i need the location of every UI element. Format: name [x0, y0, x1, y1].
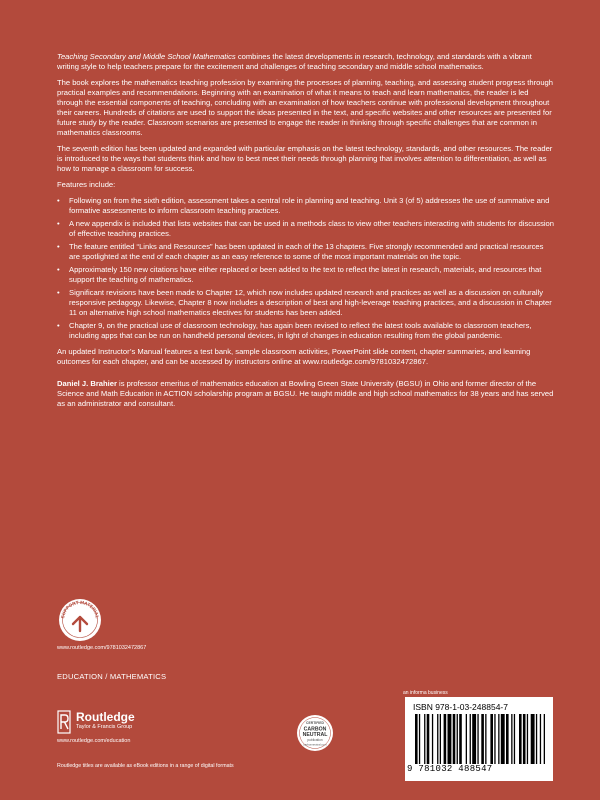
isbn-label: ISBN 978-1-03-248854-7: [413, 702, 508, 712]
carbon-text-2: CARBON: [303, 726, 327, 733]
support-material-logo: [58, 598, 102, 642]
feature-item: • Approximately 150 new citations have either replaced or been added to the text to reflect the latest in research, materials, and resources that support the teaching of mathematics.: [57, 265, 555, 285]
support-url[interactable]: www.routledge.com/9781032472867: [57, 645, 147, 651]
book-title: Teaching Secondary and Middle School Mathematics: [57, 52, 236, 61]
carbon-text-4: publication: [307, 738, 323, 742]
carbon-text-5: carbonneutral.com: [303, 742, 327, 747]
publisher-url[interactable]: www.routledge.com/education: [57, 738, 131, 744]
carbon-text-3: NEUTRAL: [302, 732, 328, 738]
routledge-logo-icon: [57, 710, 71, 734]
author-bio: [57, 379, 555, 409]
feature-item: • The feature entitled “Links and Resources” has been updated in each of the 13 chapters. Five strongly recommended and practical resources are spotlighted at the end of each chapter as an easy reference to some of the most important materials on the topic.: [57, 242, 555, 262]
publisher-name: Routledge: [76, 710, 135, 724]
category-label: EDUCATION / MATHEMATICS: [57, 672, 167, 681]
carbon-neutral-badge: [296, 714, 334, 752]
paragraph-2: The book explores the mathematics teaching profession by examining the processes of planning, teaching, and assessing student progress through practical examples and recommendations. Beginning with an examination of what it means to teach and learn mathematics, the reader is led through the essential components of teaching, concluding with an examination of how teachers continue with professional development throughout their careers. Hundreds of citations are used to support the ideas presented in the text, and specific websites and other resources are presented for future study by the reader. Classroom scenarios are presented to engage the reader in thinking through specific challenges that are common in mathematics classrooms.: [57, 78, 554, 138]
intro-text: combines the latest developments in research, technology, and standards with a vibrant writing style to help teachers prepare for the excitement and challenges of teaching secondary and middle school mathematics.: [57, 52, 532, 72]
feature-item: • A new appendix is included that lists websites that can be used in a methods class to view other teachers interacting with students for discussion of effective teaching practices.: [57, 219, 555, 239]
paragraph-3: The seventh edition has been updated and expanded with particular emphasis on the latest technology, standards, and other resources. The reader is introduced to the ways that students think and how to best meet their needs through planning that involves attention to differentiation, as well as how to manage a classroom for success.: [57, 144, 553, 174]
publisher-subtitle: Taylor & Francis Group: [76, 724, 133, 730]
features-list: [57, 196, 555, 341]
barcode-number: 9 781032 488547: [407, 764, 493, 774]
features-heading: Features include:: [57, 180, 116, 190]
instructor-manual-note: An updated Instructor’s Manual features a test bank, sample classroom activities, PowerPoint slide content, chapter summaries, and learning outcomes for each chapter, and can be accessed by instructors online at www.routledge.com/9781032472867.: [57, 347, 531, 367]
intro-paragraph: [57, 52, 555, 72]
description-block: [57, 52, 555, 415]
feature-item: • Significant revisions have been made to Chapter 12, which now includes updated research and practices as well as a discussion on culturally responsive pedagogy. Likewise, Chapter 8 now includes a description of best and high-leverage teaching practices, and a discussion in Chapter 11 on alternative high school mathematics electives for students has been added.: [57, 288, 555, 318]
feature-item: • Following on from the sixth edition, assessment takes a central role in planning and teaching. Unit 3 (of 5) addresses the use of summative and formative assessments to inform classroom teaching practices.: [57, 196, 555, 216]
informa-label: an informa business: [403, 690, 448, 696]
author-bio-text: is professor emeritus of mathematics education at Bowling Green State University (BGSU) in Ohio and former director of the Science and Math Education in ACTION scholarship program at BGSU. He taught middle and high school mathematics for 38 years and has served as an administrator and consultant.: [57, 379, 554, 409]
carbon-text-1: CERTIFIED: [306, 721, 324, 725]
barcode-bars: [413, 714, 547, 766]
barcode-box: [405, 697, 553, 781]
ebook-note: Routledge titles are available as eBook editions in a range of digital formats: [57, 763, 234, 769]
support-logo-text: SUPPORT MATERIAL: [60, 599, 100, 619]
feature-item: • Chapter 9, on the practical use of classroom technology, has again been revised to reflect the latest tools available to classroom teachers, including apps that can be run on handheld personal devices, in light of changes in education resulting from the global pandemic.: [57, 321, 555, 341]
author-name: Daniel J. Brahier: [57, 379, 117, 389]
